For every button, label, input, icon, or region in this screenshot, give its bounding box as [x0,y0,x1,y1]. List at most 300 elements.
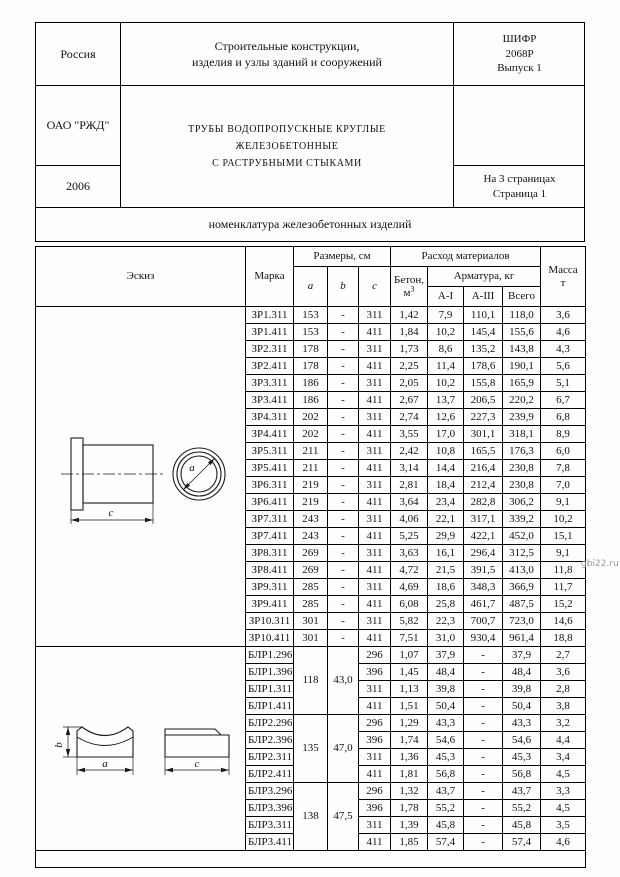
cell-rebar-aiii: 348,3 [464,579,503,596]
cell-c: 411 [359,766,391,783]
cell-mark: ЗР5.411 [246,460,294,477]
cell-a: 219 [294,477,328,494]
cell-c: 311 [359,613,391,630]
cell-rebar-aiii: - [464,681,503,698]
cell-mass: 4,6 [541,834,586,851]
cell-rebar-aiii: 296,4 [464,545,503,562]
cell-concrete: 1,39 [391,817,428,834]
cell-rebar-ai: 56,8 [428,766,464,783]
col-header-concrete: Бетон, $м^3$ [391,267,428,307]
col-header-mark: Марка [246,247,294,307]
cell-b: - [328,375,359,392]
cell-mass: 5,1 [541,375,586,392]
cell-rebar-ai: 37,9 [428,647,464,664]
cell-mark: ЗР9.411 [246,596,294,613]
cell-b: 47,5 [328,783,359,851]
cell-mass: 3,5 [541,817,586,834]
cell-c: 411 [359,528,391,545]
cell-rebar-total: 43,7 [503,783,541,800]
cell-rebar-total: 339,2 [503,511,541,528]
cell-rebar-total: 306,2 [503,494,541,511]
cell-a: 243 [294,528,328,545]
cell-rebar-ai: 11,4 [428,358,464,375]
cell-concrete: 2,42 [391,443,428,460]
code-cell [453,22,585,85]
cell-rebar-ai: 45,8 [428,817,464,834]
cell-a: 243 [294,511,328,528]
cell-a: 301 [294,630,328,647]
cell-rebar-aiii: - [464,749,503,766]
cell-concrete: 1,85 [391,834,428,851]
code-issue: Выпуск 1 [497,62,542,75]
cell-rebar-aiii: 422,1 [464,528,503,545]
cell-c: 296 [359,715,391,732]
cell-rebar-total: 37,9 [503,647,541,664]
cell-concrete: 6,08 [391,596,428,613]
cell-b: 47,0 [328,715,359,783]
cell-concrete: 1,07 [391,647,428,664]
cell-b: - [328,358,359,375]
cell-mass: 3,4 [541,749,586,766]
cell-rebar-ai: 22,1 [428,511,464,528]
cell-c: 411 [359,494,391,511]
saddle-block [77,727,133,757]
cell-b: - [328,307,359,324]
cell-b: - [328,324,359,341]
cell-mark: ЗР6.311 [246,477,294,494]
col-header-mass: Масса т [541,247,586,307]
cell-mass: 4,5 [541,766,586,783]
pages-line2: Страница 1 [492,187,547,200]
organization-cell [35,85,120,165]
cell-b: - [328,341,359,358]
sheet [35,22,585,868]
nomenclature-band [35,207,585,242]
cell-b: - [328,409,359,426]
blocks-sketch [41,699,241,795]
cell-concrete: 4,06 [391,511,428,528]
cell-mass: 4,3 [541,341,586,358]
cell-mark: БЛР3.396 [246,800,294,817]
col-header-aiii: А-III [464,287,503,307]
cell-c: 311 [359,749,391,766]
cell-rebar-ai: 21,5 [428,562,464,579]
cell-rebar-aiii: - [464,800,503,817]
col-header-materials: Расход материалов [391,247,541,267]
cell-mass: 15,2 [541,596,586,613]
cell-rebar-aiii: 700,7 [464,613,503,630]
cell-c: 411 [359,324,391,341]
cell-mark: БЛР1.396 [246,664,294,681]
cell-c: 311 [359,817,391,834]
cell-c: 411 [359,392,391,409]
cell-concrete: 4,72 [391,562,428,579]
cell-c: 396 [359,664,391,681]
cell-concrete: 2,67 [391,392,428,409]
cell-rebar-aiii: 227,3 [464,409,503,426]
table-row [36,307,586,324]
cell-a: 138 [294,783,328,851]
cell-rebar-ai: 10,8 [428,443,464,460]
cell-rebar-aiii: - [464,766,503,783]
cell-mass: 6,8 [541,409,586,426]
flat-block [165,729,229,757]
cell-rebar-aiii: 216,4 [464,460,503,477]
cell-rebar-total: 45,3 [503,749,541,766]
cell-c: 411 [359,426,391,443]
cell-rebar-total: 318,1 [503,426,541,443]
cell-mark: БЛР3.311 [246,817,294,834]
empty-cell [453,85,585,165]
watermark: gbi22.ru [581,559,619,569]
col-header-dims: Размеры, см [294,247,391,267]
cell-rebar-ai: 54,6 [428,732,464,749]
cell-mark: ЗР3.411 [246,392,294,409]
col-header-c: c [359,267,391,307]
dim-label-a: a [188,461,195,474]
cell-a: 186 [294,375,328,392]
cell-mass: 4,4 [541,732,586,749]
year-cell [35,165,120,207]
cell-mass: 10,2 [541,511,586,528]
cell-mark: ЗР1.411 [246,324,294,341]
product-title-line3: С РАСТРУБНЫМИ СТЫКАМИ [212,158,362,169]
cell-mark: БЛР3.296 [246,783,294,800]
cell-concrete: 3,55 [391,426,428,443]
cell-rebar-total: 56,8 [503,766,541,783]
product-title-cell [120,85,453,207]
cell-rebar-total: 118,0 [503,307,541,324]
cell-concrete: 7,51 [391,630,428,647]
cell-a: 153 [294,307,328,324]
cell-concrete: 1,51 [391,698,428,715]
cell-mass: 3,6 [541,664,586,681]
cell-mark: БЛР1.411 [246,698,294,715]
cell-rebar-aiii: 110,1 [464,307,503,324]
cell-rebar-ai: 22,3 [428,613,464,630]
cell-concrete: 1,78 [391,800,428,817]
cell-rebar-aiii: - [464,783,503,800]
cell-rebar-aiii: 930,4 [464,630,503,647]
cell-rebar-total: 190,1 [503,358,541,375]
cell-mark: ЗР7.311 [246,511,294,528]
cell-rebar-ai: 55,2 [428,800,464,817]
cell-c: 311 [359,511,391,528]
cell-c: 311 [359,443,391,460]
cell-c: 311 [359,375,391,392]
cell-mark: ЗР3.311 [246,375,294,392]
cell-mark: БЛР3.411 [246,834,294,851]
cell-mark: ЗР9.311 [246,579,294,596]
cell-rebar-aiii: 135,2 [464,341,503,358]
cell-rebar-ai: 7,9 [428,307,464,324]
title-block [35,22,585,208]
col-header-rebar: Арматура, кг [428,267,541,287]
cell-rebar-total: 961,4 [503,630,541,647]
cell-mass: 6,0 [541,443,586,460]
cell-c: 411 [359,562,391,579]
sketch-pipe-cell [36,307,246,647]
code-label: ШИФР [502,32,537,45]
cell-mass: 5,6 [541,358,586,375]
cell-mass: 9,1 [541,494,586,511]
nomenclature-table [35,246,586,868]
cell-rebar-aiii: - [464,698,503,715]
cell-mark: ЗР4.411 [246,426,294,443]
cell-rebar-ai: 13,7 [428,392,464,409]
cell-mark: БЛР1.311 [246,681,294,698]
cell-mass: 3,2 [541,715,586,732]
cell-concrete: 1,36 [391,749,428,766]
cell-c: 296 [359,783,391,800]
pages-cell [453,165,585,207]
cell-rebar-total: 220,2 [503,392,541,409]
cell-c: 311 [359,579,391,596]
cell-b: - [328,460,359,477]
cell-mass: 2,8 [541,681,586,698]
cell-rebar-ai: 14,4 [428,460,464,477]
cell-mass: 3,3 [541,783,586,800]
cell-a: 178 [294,358,328,375]
cell-rebar-total: 723,0 [503,613,541,630]
dim-label-c: c [108,506,113,519]
cell-rebar-total: 452,0 [503,528,541,545]
cell-rebar-total: 366,9 [503,579,541,596]
series-title-line2: изделия и узлы зданий и сооружений [192,55,382,69]
cell-c: 411 [359,596,391,613]
cell-mass: 7,0 [541,477,586,494]
cell-concrete: 3,14 [391,460,428,477]
product-title-line2: ЖЕЛЕЗОБЕТОННЫЕ [235,141,339,152]
cell-rebar-aiii: 282,8 [464,494,503,511]
cell-concrete: 1,81 [391,766,428,783]
table-row [36,647,586,664]
cell-rebar-aiii: - [464,664,503,681]
col-header-sketch: Эскиз [36,247,246,307]
cell-a: 211 [294,443,328,460]
cell-mass: 4,6 [541,324,586,341]
cell-b: 43,0 [328,647,359,715]
cell-concrete: 2,81 [391,477,428,494]
cell-mark: БЛР2.396 [246,732,294,749]
cell-a: 269 [294,562,328,579]
code-number: 2068Р [505,47,534,60]
cell-a: 186 [294,392,328,409]
cell-c: 311 [359,409,391,426]
cell-mass: 3,6 [541,307,586,324]
cell-rebar-aiii: - [464,732,503,749]
cell-concrete: 2,25 [391,358,428,375]
cell-mass: 14,6 [541,613,586,630]
year-label: 2006 [66,179,90,194]
col-header-total: Всего [503,287,541,307]
cell-mark: БЛР2.296 [246,715,294,732]
cell-rebar-aiii: 145,4 [464,324,503,341]
cell-concrete: 5,25 [391,528,428,545]
cell-c: 411 [359,630,391,647]
cell-rebar-ai: 18,6 [428,579,464,596]
cell-mark: ЗР5.311 [246,443,294,460]
cell-mark: ЗР7.411 [246,528,294,545]
cell-rebar-ai: 50,4 [428,698,464,715]
cell-rebar-total: 39,8 [503,681,541,698]
cell-mark: БЛР2.411 [246,766,294,783]
cell-b: - [328,596,359,613]
cell-mark: БЛР2.311 [246,749,294,766]
country-cell [35,22,120,85]
col-header-ai: А-I [428,287,464,307]
cell-rebar-ai: 57,4 [428,834,464,851]
cell-a: 301 [294,613,328,630]
cell-rebar-aiii: 178,6 [464,358,503,375]
cell-rebar-total: 55,2 [503,800,541,817]
cell-b: - [328,630,359,647]
cell-b: - [328,477,359,494]
cell-mass: 4,5 [541,800,586,817]
cell-rebar-aiii: 165,5 [464,443,503,460]
dim-label-b: b [52,741,65,748]
cell-rebar-total: 143,8 [503,341,541,358]
cell-mass: 6,7 [541,392,586,409]
cell-rebar-aiii: 212,4 [464,477,503,494]
cell-concrete: 1,84 [391,324,428,341]
cell-a: 211 [294,460,328,477]
cell-rebar-total: 176,3 [503,443,541,460]
cell-b: - [328,511,359,528]
bottom-strip-cell [36,851,586,868]
cell-b: - [328,562,359,579]
cell-rebar-aiii: - [464,647,503,664]
cell-b: - [328,392,359,409]
dim-label-a: a [101,757,108,770]
cell-b: - [328,494,359,511]
cell-mark: ЗР2.311 [246,341,294,358]
cell-rebar-total: 230,8 [503,477,541,494]
cell-concrete: 1,73 [391,341,428,358]
cell-mark: ЗР10.411 [246,630,294,647]
cell-rebar-ai: 25,8 [428,596,464,613]
cell-b: - [328,528,359,545]
cell-rebar-ai: 39,8 [428,681,464,698]
cell-rebar-aiii: 317,1 [464,511,503,528]
cell-concrete: 1,13 [391,681,428,698]
cell-rebar-aiii: - [464,817,503,834]
bottom-strip [36,851,586,868]
cell-mark: ЗР2.411 [246,358,294,375]
cell-mark: ЗР6.411 [246,494,294,511]
cell-a: 118 [294,647,328,715]
cell-b: - [328,613,359,630]
cell-mass: 15,1 [541,528,586,545]
cell-concrete: 1,32 [391,783,428,800]
cell-rebar-total: 312,5 [503,545,541,562]
cell-c: 311 [359,477,391,494]
cell-concrete: 4,69 [391,579,428,596]
cell-rebar-total: 48,4 [503,664,541,681]
cell-a: 219 [294,494,328,511]
main-table-body [36,307,586,868]
cell-rebar-ai: 23,4 [428,494,464,511]
product-title-line1: ТРУБЫ ВОДОПРОПУСКНЫЕ КРУГЛЫЕ [188,124,386,135]
cell-c: 311 [359,545,391,562]
cell-rebar-ai: 43,3 [428,715,464,732]
cell-mass: 2,7 [541,647,586,664]
cell-rebar-total: 230,8 [503,460,541,477]
cell-c: 296 [359,647,391,664]
cell-rebar-total: 45,8 [503,817,541,834]
cell-mark: ЗР4.311 [246,409,294,426]
cell-a: 269 [294,545,328,562]
cell-rebar-ai: 43,7 [428,783,464,800]
cell-rebar-aiii: 301,1 [464,426,503,443]
cell-rebar-total: 487,5 [503,596,541,613]
nomenclature-title: номенклатура железобетонных изделий [208,217,412,231]
cell-c: 396 [359,732,391,749]
pipe-sketch [41,412,241,538]
cell-b: - [328,443,359,460]
cell-rebar-ai: 10,2 [428,375,464,392]
cell-c: 311 [359,681,391,698]
cell-rebar-total: 43,3 [503,715,541,732]
organization-label: ОАО "РЖД" [46,118,110,133]
cell-a: 135 [294,715,328,783]
cell-rebar-ai: 10,2 [428,324,464,341]
cell-mass: 9,1 [541,545,586,562]
pages-line1: На 3 страницах [483,172,556,185]
cell-rebar-total: 50,4 [503,698,541,715]
cell-mark: ЗР8.311 [246,545,294,562]
cell-c: 411 [359,358,391,375]
cell-mark: БЛР1.296 [246,647,294,664]
cell-rebar-total: 413,0 [503,562,541,579]
table-header [36,247,586,307]
dim-label-c: c [194,757,199,770]
cell-rebar-ai: 16,1 [428,545,464,562]
cell-rebar-ai: 48,4 [428,664,464,681]
cell-rebar-total: 239,9 [503,409,541,426]
cell-rebar-ai: 8,6 [428,341,464,358]
cell-rebar-total: 54,6 [503,732,541,749]
cell-c: 411 [359,834,391,851]
cell-rebar-aiii: 461,7 [464,596,503,613]
cell-rebar-ai: 31,0 [428,630,464,647]
cell-rebar-aiii: 206,5 [464,392,503,409]
cell-concrete: 1,45 [391,664,428,681]
cell-concrete: 1,42 [391,307,428,324]
cell-mass: 7,8 [541,460,586,477]
cell-b: - [328,426,359,443]
cell-concrete: 5,82 [391,613,428,630]
cell-rebar-ai: 17,0 [428,426,464,443]
cell-rebar-ai: 12,6 [428,409,464,426]
cell-concrete: 3,64 [391,494,428,511]
cell-concrete: 2,05 [391,375,428,392]
cell-mass: 3,8 [541,698,586,715]
country-label: Россия [60,46,96,61]
cell-c: 311 [359,307,391,324]
cell-rebar-aiii: 155,8 [464,375,503,392]
cell-mark: ЗР1.311 [246,307,294,324]
cell-a: 202 [294,426,328,443]
cell-mass: 18,8 [541,630,586,647]
cell-rebar-total: 165,9 [503,375,541,392]
cell-concrete: 2,74 [391,409,428,426]
cell-rebar-aiii: - [464,834,503,851]
cell-concrete: 3,63 [391,545,428,562]
cell-rebar-ai: 29,9 [428,528,464,545]
cell-c: 396 [359,800,391,817]
cell-a: 285 [294,596,328,613]
